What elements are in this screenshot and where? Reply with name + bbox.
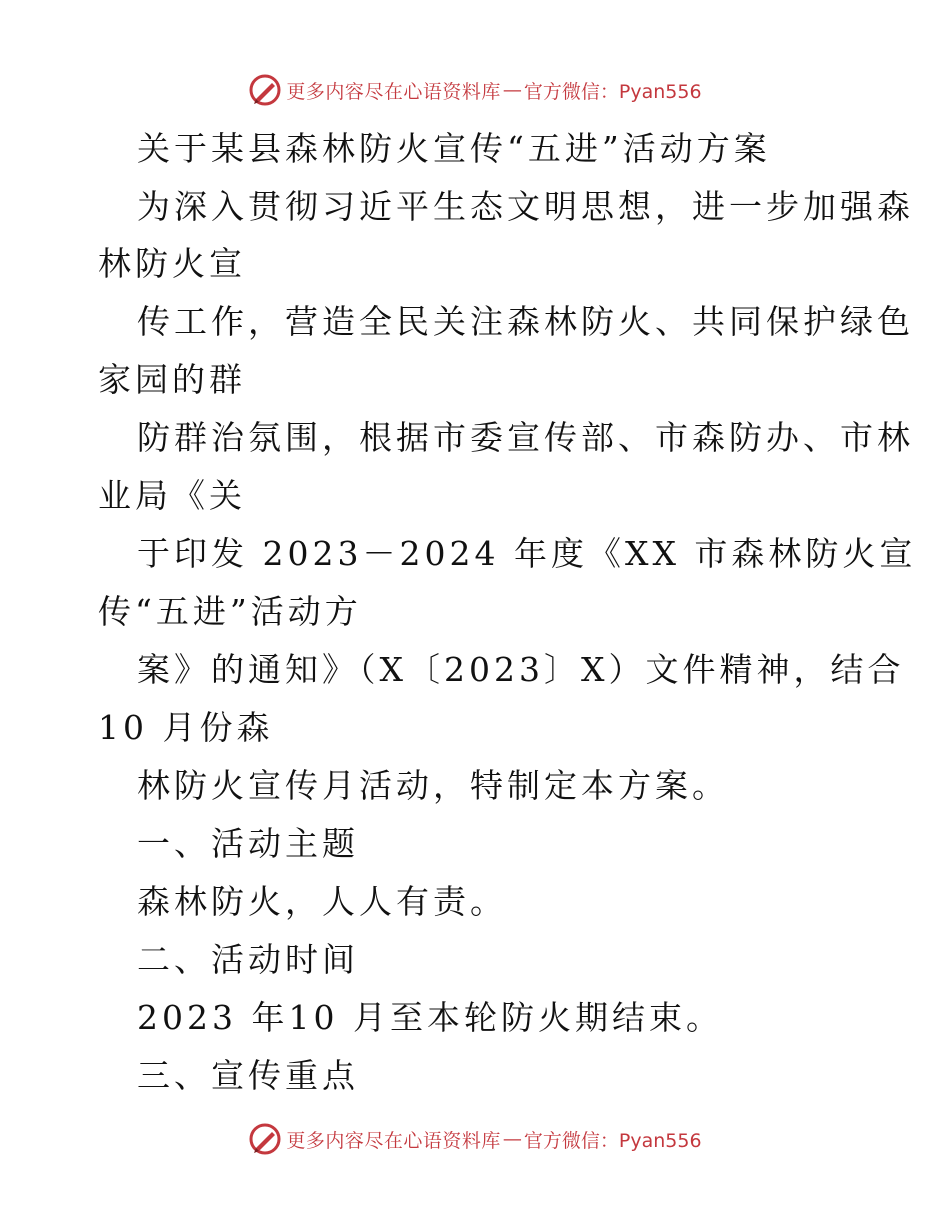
document-line: 10 月份森 (98, 708, 274, 747)
section-heading: 二、活动时间 (137, 940, 359, 979)
watermark-separator: — (502, 1128, 522, 1150)
document-line: 2023 年10 月至本轮防火期结束。 (137, 998, 723, 1037)
section-heading: 三、宣传重点 (137, 1056, 359, 1095)
document-line: 为深入贯彻习近平生态文明思想，进一步加强森 (137, 187, 914, 226)
section-heading: 一、活动主题 (137, 824, 359, 863)
document-line: 案》的通知》（X〔2023〕X）文件精神，结合 (137, 650, 905, 689)
document-title: 关于某县森林防火宣传“五进”活动方案 (137, 129, 771, 168)
document-line: 业局《关 (98, 476, 246, 515)
document-line: 林防火宣 (98, 244, 246, 283)
document-line: 防群治氛围，根据市委宣传部、市森防办、市林 (137, 418, 914, 457)
watermark-banner-top (0, 72, 950, 108)
watermark-contact-text: 官方微信：Pyan556 (523, 80, 702, 103)
document-line: 传“五进”活动方 (98, 592, 362, 631)
document-line: 家园的群 (98, 360, 246, 399)
pen-logo-icon (248, 1122, 282, 1156)
watermark-banner-bottom (0, 1121, 950, 1157)
pen-logo-icon (248, 73, 282, 107)
watermark-separator: — (502, 79, 522, 101)
watermark-site-text: 更多内容尽在心语资料库 (286, 1129, 501, 1152)
document-line: 林防火宣传月活动，特制定本方案。 (137, 766, 729, 805)
document-line: 森林防火，人人有责。 (137, 882, 507, 921)
watermark-contact-text: 官方微信：Pyan556 (523, 1129, 702, 1152)
document-line: 于印发 2023－2024 年度《XX 市森林防火宣 (137, 534, 917, 573)
document-line: 传工作，营造全民关注森林防火、共同保护绿色 (137, 302, 914, 341)
watermark-site-text: 更多内容尽在心语资料库 (286, 80, 501, 103)
